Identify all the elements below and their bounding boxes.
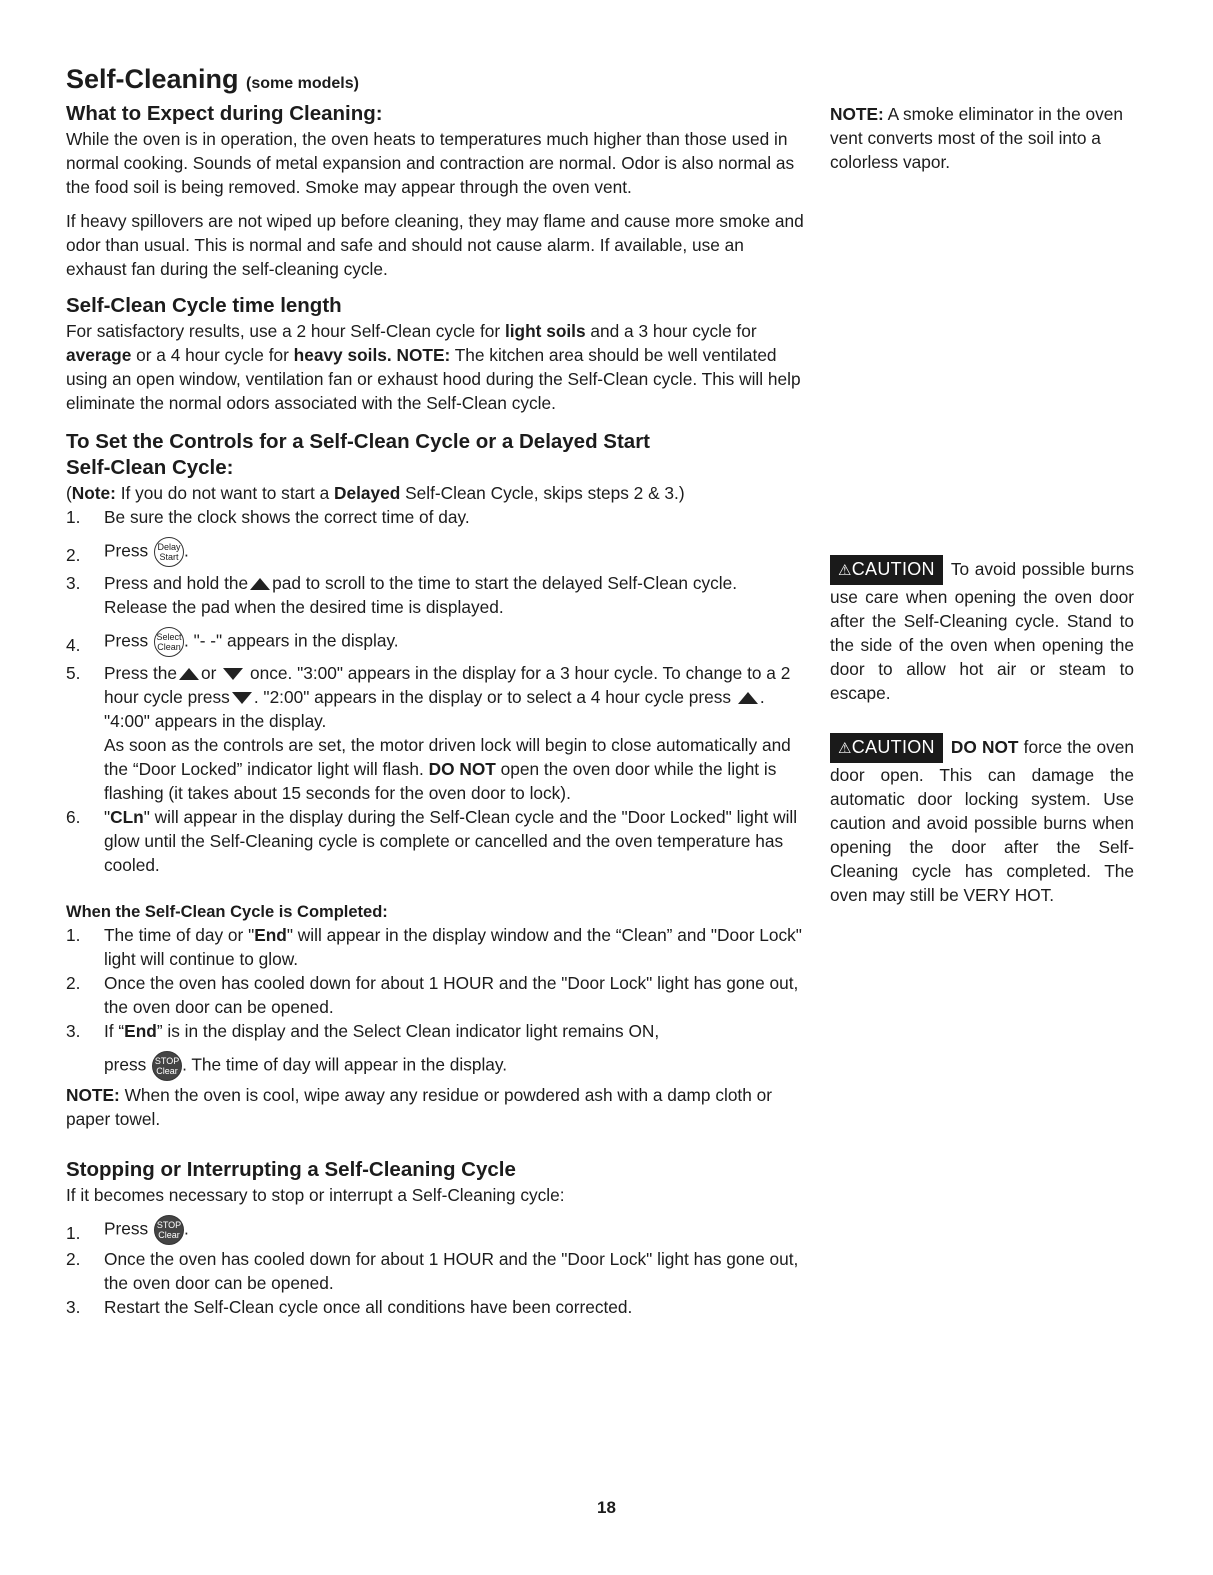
step-number: 3. xyxy=(66,573,81,593)
expect-heading: What to Expect during Cleaning: xyxy=(66,102,383,125)
expect-paragraph-1: While the oven is in operation, the oven heats to temperatures much higher than those used in normal cooking. Sounds of metal expansion and contraction are normal. Odor is also normal as the food soil is being removed. Smoke may appear through the oven vent. xyxy=(66,129,795,197)
arrow-up-icon xyxy=(738,692,758,704)
text-span: The kitchen area should be well ventilated using an open window, ventilation fan or exhaust hood during the Self-Clean cycle. This will help eliminate the normal odors associated with the Self-Clean cycle. xyxy=(66,345,801,413)
step-text: Press the xyxy=(104,663,177,683)
caution-label: CAUTION xyxy=(851,737,935,757)
step-text: Press xyxy=(104,630,153,651)
bold-span: light soils xyxy=(504,321,586,341)
completed-heading: When the Self-Clean Cycle is Completed: xyxy=(66,903,388,921)
bold-span: End xyxy=(254,925,287,945)
caution-text-2 xyxy=(830,733,1134,907)
step-number: 2. xyxy=(66,1249,81,1269)
text-span: or a 4 hour cycle for xyxy=(131,345,294,365)
bold-span: NOTE: xyxy=(830,104,884,124)
warning-triangle-icon: ⚠ xyxy=(838,740,852,757)
step-text: " will appear in the display during the Self-Clean cycle and the "Door Locked" light will glow until the Self-Cleaning cycle is complete or cancelled and the oven temperature has cooled. xyxy=(104,807,798,875)
arrow-up-icon xyxy=(250,578,270,590)
bold-span: End xyxy=(124,1021,157,1041)
list-item xyxy=(66,1019,804,1081)
set-controls-heading xyxy=(66,429,804,481)
step-text: once. "3:00" appears in the display for a 3 hour cycle. To change to a 2 hour cycle press xyxy=(104,663,791,707)
bold-span: DO NOT xyxy=(950,737,1019,757)
caution-label: CAUTION xyxy=(851,559,935,579)
text-span: A smoke eliminator in the oven vent converts most of the soil into a colorless vapor. xyxy=(830,104,1123,172)
bold-span: DO NOT xyxy=(428,759,496,779)
press-line xyxy=(104,1051,804,1081)
step-text: . "4:00" appears in the display. xyxy=(104,687,765,731)
step-text: pad to scroll to the time to start the delayed Self-Clean cycle. Release the pad when the desired time is displayed. xyxy=(104,573,738,617)
text-span: and a 3 hour cycle for xyxy=(585,321,757,341)
step-text: " will appear in the display window and the “Clean” and "Door Lock" light will continue to glow. xyxy=(104,925,802,969)
heading-line: Self-Clean Cycle: xyxy=(66,456,234,479)
main-column xyxy=(66,62,804,1319)
step-number: 2. xyxy=(66,973,81,993)
step-number: 3. xyxy=(66,1297,81,1317)
stopping-heading: Stopping or Interrupting a Self-Cleaning Cycle xyxy=(66,1158,516,1181)
stop-clear-key-icon: STOP Clear xyxy=(154,1215,184,1245)
list-item xyxy=(66,1215,804,1245)
step-text: press xyxy=(104,1054,152,1075)
step-text: If “ xyxy=(104,1021,125,1041)
step-number: 1. xyxy=(66,1223,81,1243)
list-item xyxy=(66,537,804,567)
text-span: For satisfactory results, use a 2 hour Self-Clean cycle for xyxy=(66,321,505,341)
cycle-length-paragraph xyxy=(66,319,804,415)
step-text: Restart the Self-Clean cycle once all conditions have been corrected. xyxy=(104,1297,633,1317)
text-span: When the oven is cool, wipe away any residue or powdered ash with a damp cloth or paper towel. xyxy=(66,1085,773,1129)
step-text: . "2:00" appears in the display or to select a 4 hour cycle press xyxy=(253,687,732,707)
list-item xyxy=(66,923,804,971)
step-text: . "- -" appears in the display. xyxy=(183,630,399,651)
step-text: Be sure the clock shows the correct time of day. xyxy=(104,507,470,527)
step-text: The time of day or " xyxy=(104,925,255,945)
page-title xyxy=(66,62,804,101)
caution-box-1 xyxy=(830,555,1134,705)
delay-start-key-icon: Delay Start xyxy=(154,537,184,567)
text-span: Self-Clean Cycle, skips steps 2 & 3.) xyxy=(400,483,685,503)
step-number: 3. xyxy=(66,1021,81,1041)
list-item xyxy=(66,571,804,619)
caution-text-1 xyxy=(830,555,1134,705)
step-text: . xyxy=(183,1218,189,1239)
step-text: . xyxy=(183,540,189,561)
smoke-note xyxy=(830,102,1134,174)
stopping-steps xyxy=(66,1215,804,1319)
heading-line: To Set the Controls for a Self-Clean Cycle or a Delayed Start xyxy=(66,430,651,453)
step-text: Press and hold the xyxy=(104,573,249,593)
bold-span: heavy soils. xyxy=(293,345,392,365)
step-text: ” is in the display and the Select Clean indicator light remains ON, xyxy=(156,1021,660,1041)
list-item xyxy=(66,971,804,1019)
caution-badge xyxy=(830,555,943,585)
bold-span: NOTE: xyxy=(66,1085,120,1105)
title-subtitle: (some models) xyxy=(246,75,359,92)
completed-steps xyxy=(66,923,804,1081)
list-item xyxy=(66,805,804,877)
step-text: Once the oven has cooled down for about 1 HOUR and the "Door Lock" light has gone out, the oven door can be opened. xyxy=(104,973,799,1017)
cycle-length-heading: Self-Clean Cycle time length xyxy=(66,294,342,317)
arrow-up-icon xyxy=(179,668,199,680)
step-number: 2. xyxy=(66,545,81,565)
text-span: To avoid possible burns use care when opening the oven door after the Self-Cleaning cycle. Stand to the side of the oven when opening the door to allow hot air or steam to escape. xyxy=(830,559,1134,703)
bold-span: CLn xyxy=(110,807,144,827)
set-controls-steps xyxy=(66,505,804,877)
step-number: 1. xyxy=(66,925,81,945)
bold-span: NOTE: xyxy=(396,345,451,365)
expect-paragraph-2: If heavy spillovers are not wiped up before cleaning, they may flame and cause more smoke and odor than usual. This is normal and safe and should not cause alarm. If available, use an exhaust fan during the self-cleaning cycle. xyxy=(66,211,804,279)
step-text: Once the oven has cooled down for about 1 HOUR and the "Door Lock" light has gone out, the oven door can be opened. xyxy=(104,1249,799,1293)
step-text: As soon as the controls are set, the motor driven lock will begin to close automatically and the “Door Locked” indicator light will flash. xyxy=(104,735,791,779)
list-item xyxy=(66,1295,804,1319)
bold-span: average xyxy=(66,345,132,365)
select-clean-key-icon: Select Clean xyxy=(154,627,184,657)
title-text: Self-Cleaning xyxy=(66,64,239,94)
step-number: 4. xyxy=(66,635,81,655)
bold-span: Note: xyxy=(71,483,116,503)
text-span: ( xyxy=(66,483,72,503)
caution-box-2 xyxy=(830,733,1134,907)
step-text: " xyxy=(104,807,111,827)
list-item xyxy=(66,505,804,529)
page-number: 18 xyxy=(597,1498,616,1517)
set-controls-note xyxy=(66,481,804,505)
text-span: If you do not want to start a xyxy=(115,483,334,503)
warning-triangle-icon: ⚠ xyxy=(838,562,852,579)
step-number: 6. xyxy=(66,807,81,827)
arrow-down-icon xyxy=(232,692,252,704)
list-item xyxy=(66,661,804,805)
stop-clear-key-icon: STOP Clear xyxy=(152,1051,182,1081)
step-text: or xyxy=(201,663,217,683)
caution-badge xyxy=(830,733,943,763)
bold-span: Delayed xyxy=(334,483,401,503)
step-number: 5. xyxy=(66,663,81,683)
step-text: . The time of day will appear in the display. xyxy=(182,1054,508,1075)
text-span: force the oven door open. This can damage the automatic door locking system. Use caution and avoid possible burns when opening the door after the Self-Cleaning cycle has completed. The oven may still be VERY HOT. xyxy=(830,737,1134,905)
stopping-intro: If it becomes necessary to stop or interrupt a Self-Cleaning cycle: xyxy=(66,1185,565,1205)
arrow-down-icon xyxy=(223,668,243,680)
step-text: Press xyxy=(104,1218,153,1239)
list-item xyxy=(66,1247,804,1295)
step-number: 1. xyxy=(66,507,81,527)
completed-note xyxy=(66,1083,804,1131)
side-note xyxy=(830,102,1134,174)
list-item xyxy=(66,627,804,657)
step-text: open the oven door while the light is flashing (it takes about 15 seconds for the oven door to lock). xyxy=(104,759,777,803)
step-text: Press xyxy=(104,540,153,561)
